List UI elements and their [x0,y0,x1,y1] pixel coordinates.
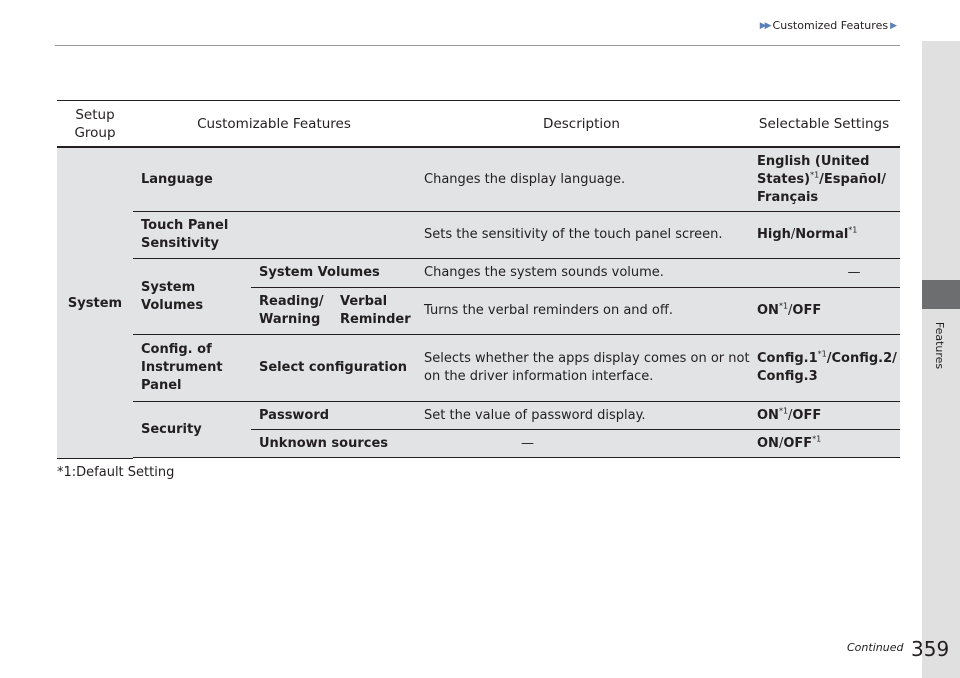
group-system: System [57,148,133,459]
header-features: Customizable Features [197,115,351,132]
feature-unknown-sources: Unknown sources [259,435,389,451]
settings: ON$^{*1}$/OFF [757,406,822,423]
header-rule [55,45,900,46]
table-row [251,402,900,430]
feature-password: Password [259,407,330,423]
header [760,19,897,32]
description: Changes the system sounds volume. [424,265,664,280]
table-row [251,288,900,335]
continued-label: Continued [847,641,904,654]
description: Turns the verbal reminders on and off. [424,303,673,318]
feature-system-volumes: System Volumes [259,265,380,280]
header-setup-group: Setup Group [74,106,116,141]
description: Selects whether the apps display comes on or not on the driver information interface. [424,351,750,384]
feature-language: Language [141,171,213,187]
group-security: Security [141,422,202,437]
feature-reading-warning: Reading/ Warning [259,294,324,327]
table-row [251,259,900,288]
table-row [133,212,900,259]
table-body [57,148,900,458]
double-arrow-icon: ▶▶ [759,20,770,31]
page-number: 359 [911,637,950,661]
description: — [521,435,534,451]
settings: ON/OFF$^{*1}$ [757,434,822,451]
group-system-volumes: System Volumes [141,280,204,313]
description: Sets the sensitivity of the touch panel screen. [424,227,723,242]
settings: English (United States)$^{*1}$/Español/ Français [757,153,886,205]
settings: Config.1$^{*1}$/Config.2/ Config.3 [757,349,897,384]
description: Changes the display language. [424,171,626,187]
feature-touch-panel: Touch Panel Sensitivity [141,218,229,251]
side-tab-label: Features [933,321,947,369]
feature-verbal-reminder: Verbal Reminder [340,294,411,327]
feature-config-instrument-panel: Config. of Instrument Panel [141,342,223,393]
settings-table [57,100,900,458]
settings: ON$^{*1}$/OFF [757,301,822,318]
breadcrumb: Customized Features [772,19,889,32]
settings: High/Normal$^{*1}$ [757,225,858,242]
table-header [57,101,900,146]
footnote: *1:Default Setting [57,465,175,480]
header-description: Description [543,115,620,132]
arrow-icon: ▶ [890,20,897,31]
description: Set the value of password display. [424,407,646,423]
table-row [133,148,900,212]
header-settings: Selectable Settings [758,115,890,132]
settings: — [847,265,861,280]
table-row [133,335,900,402]
table-row [251,430,900,458]
feature-select-configuration: Select configuration [259,360,408,375]
